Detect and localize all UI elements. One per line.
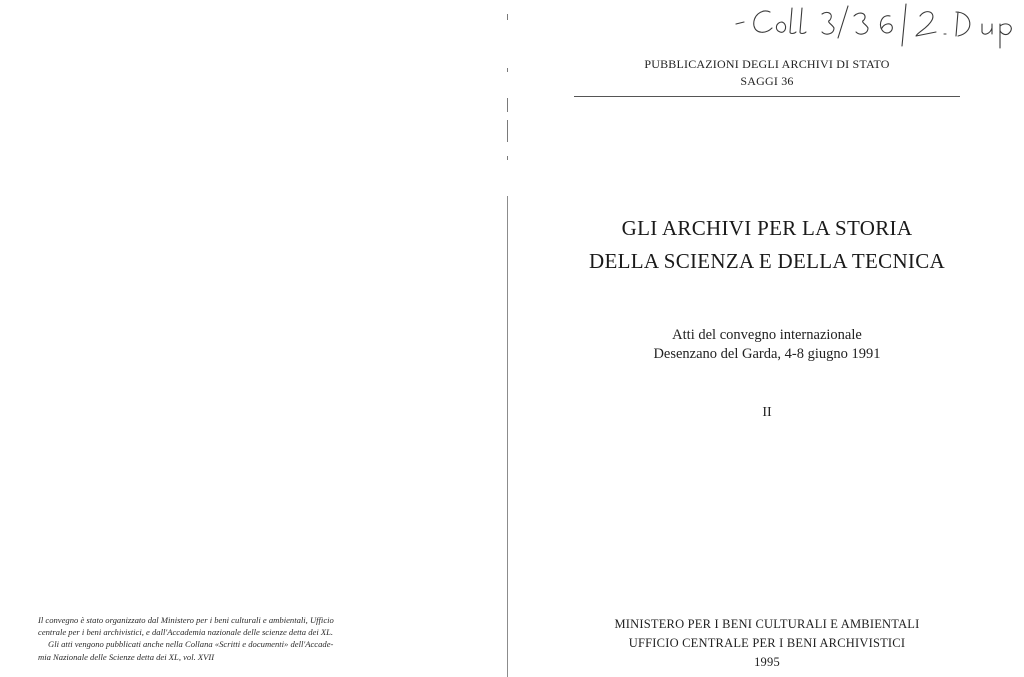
book-title-line-2: DELLA SCIENZA E DELLA TECNICA — [589, 249, 945, 273]
book-subtitle-line-2: Desenzano del Garda, 4-8 giugno 1991 — [653, 346, 881, 362]
series-name: PUBBLICAZIONI DEGLI ARCHIVI DI STATO — [644, 57, 890, 71]
gutter-fold-line — [507, 196, 508, 677]
series-number: SAGGI 36 — [740, 74, 794, 88]
volume-number: II — [762, 405, 772, 420]
left-page — [0, 0, 506, 677]
header-rule — [574, 96, 960, 97]
gutter-mark — [507, 156, 508, 160]
book-subtitle-line-1: Atti del convegno internazionale — [672, 327, 862, 343]
colophon-note-line: Il convegno è stato organizzato dal Ministero per i beni culturali e ambientali, Ufficio — [38, 615, 334, 625]
title-page — [510, 0, 1024, 677]
colophon-note — [38, 614, 440, 663]
colophon-note-line: mia Nazionale delle Scienze detta dei XL, vol. XVII — [38, 651, 215, 662]
book-title-line-1: GLI ARCHIVI PER LA STORIA — [621, 216, 913, 240]
publication-year: 1995 — [754, 655, 780, 669]
publisher-line-1: MINISTERO PER I BENI CULTURALI E AMBIENTALI — [614, 617, 920, 631]
handwritten-shelfmark — [730, 2, 1020, 50]
gutter-mark — [507, 120, 508, 142]
gutter-mark — [507, 14, 508, 20]
gutter-mark — [507, 68, 508, 72]
gutter-mark — [507, 98, 508, 112]
colophon-note-line: Gli atti vengono pubblicati anche nella Collana «Scritti e documenti» dell'Accade- — [48, 639, 334, 650]
publisher-line-2: UFFICIO CENTRALE PER I BENI ARCHIVISTICI — [628, 636, 906, 650]
colophon-note-line: centrale per i beni archivistici, e dall'Accademia nazionale delle scienze detta dei XL. — [38, 627, 334, 638]
